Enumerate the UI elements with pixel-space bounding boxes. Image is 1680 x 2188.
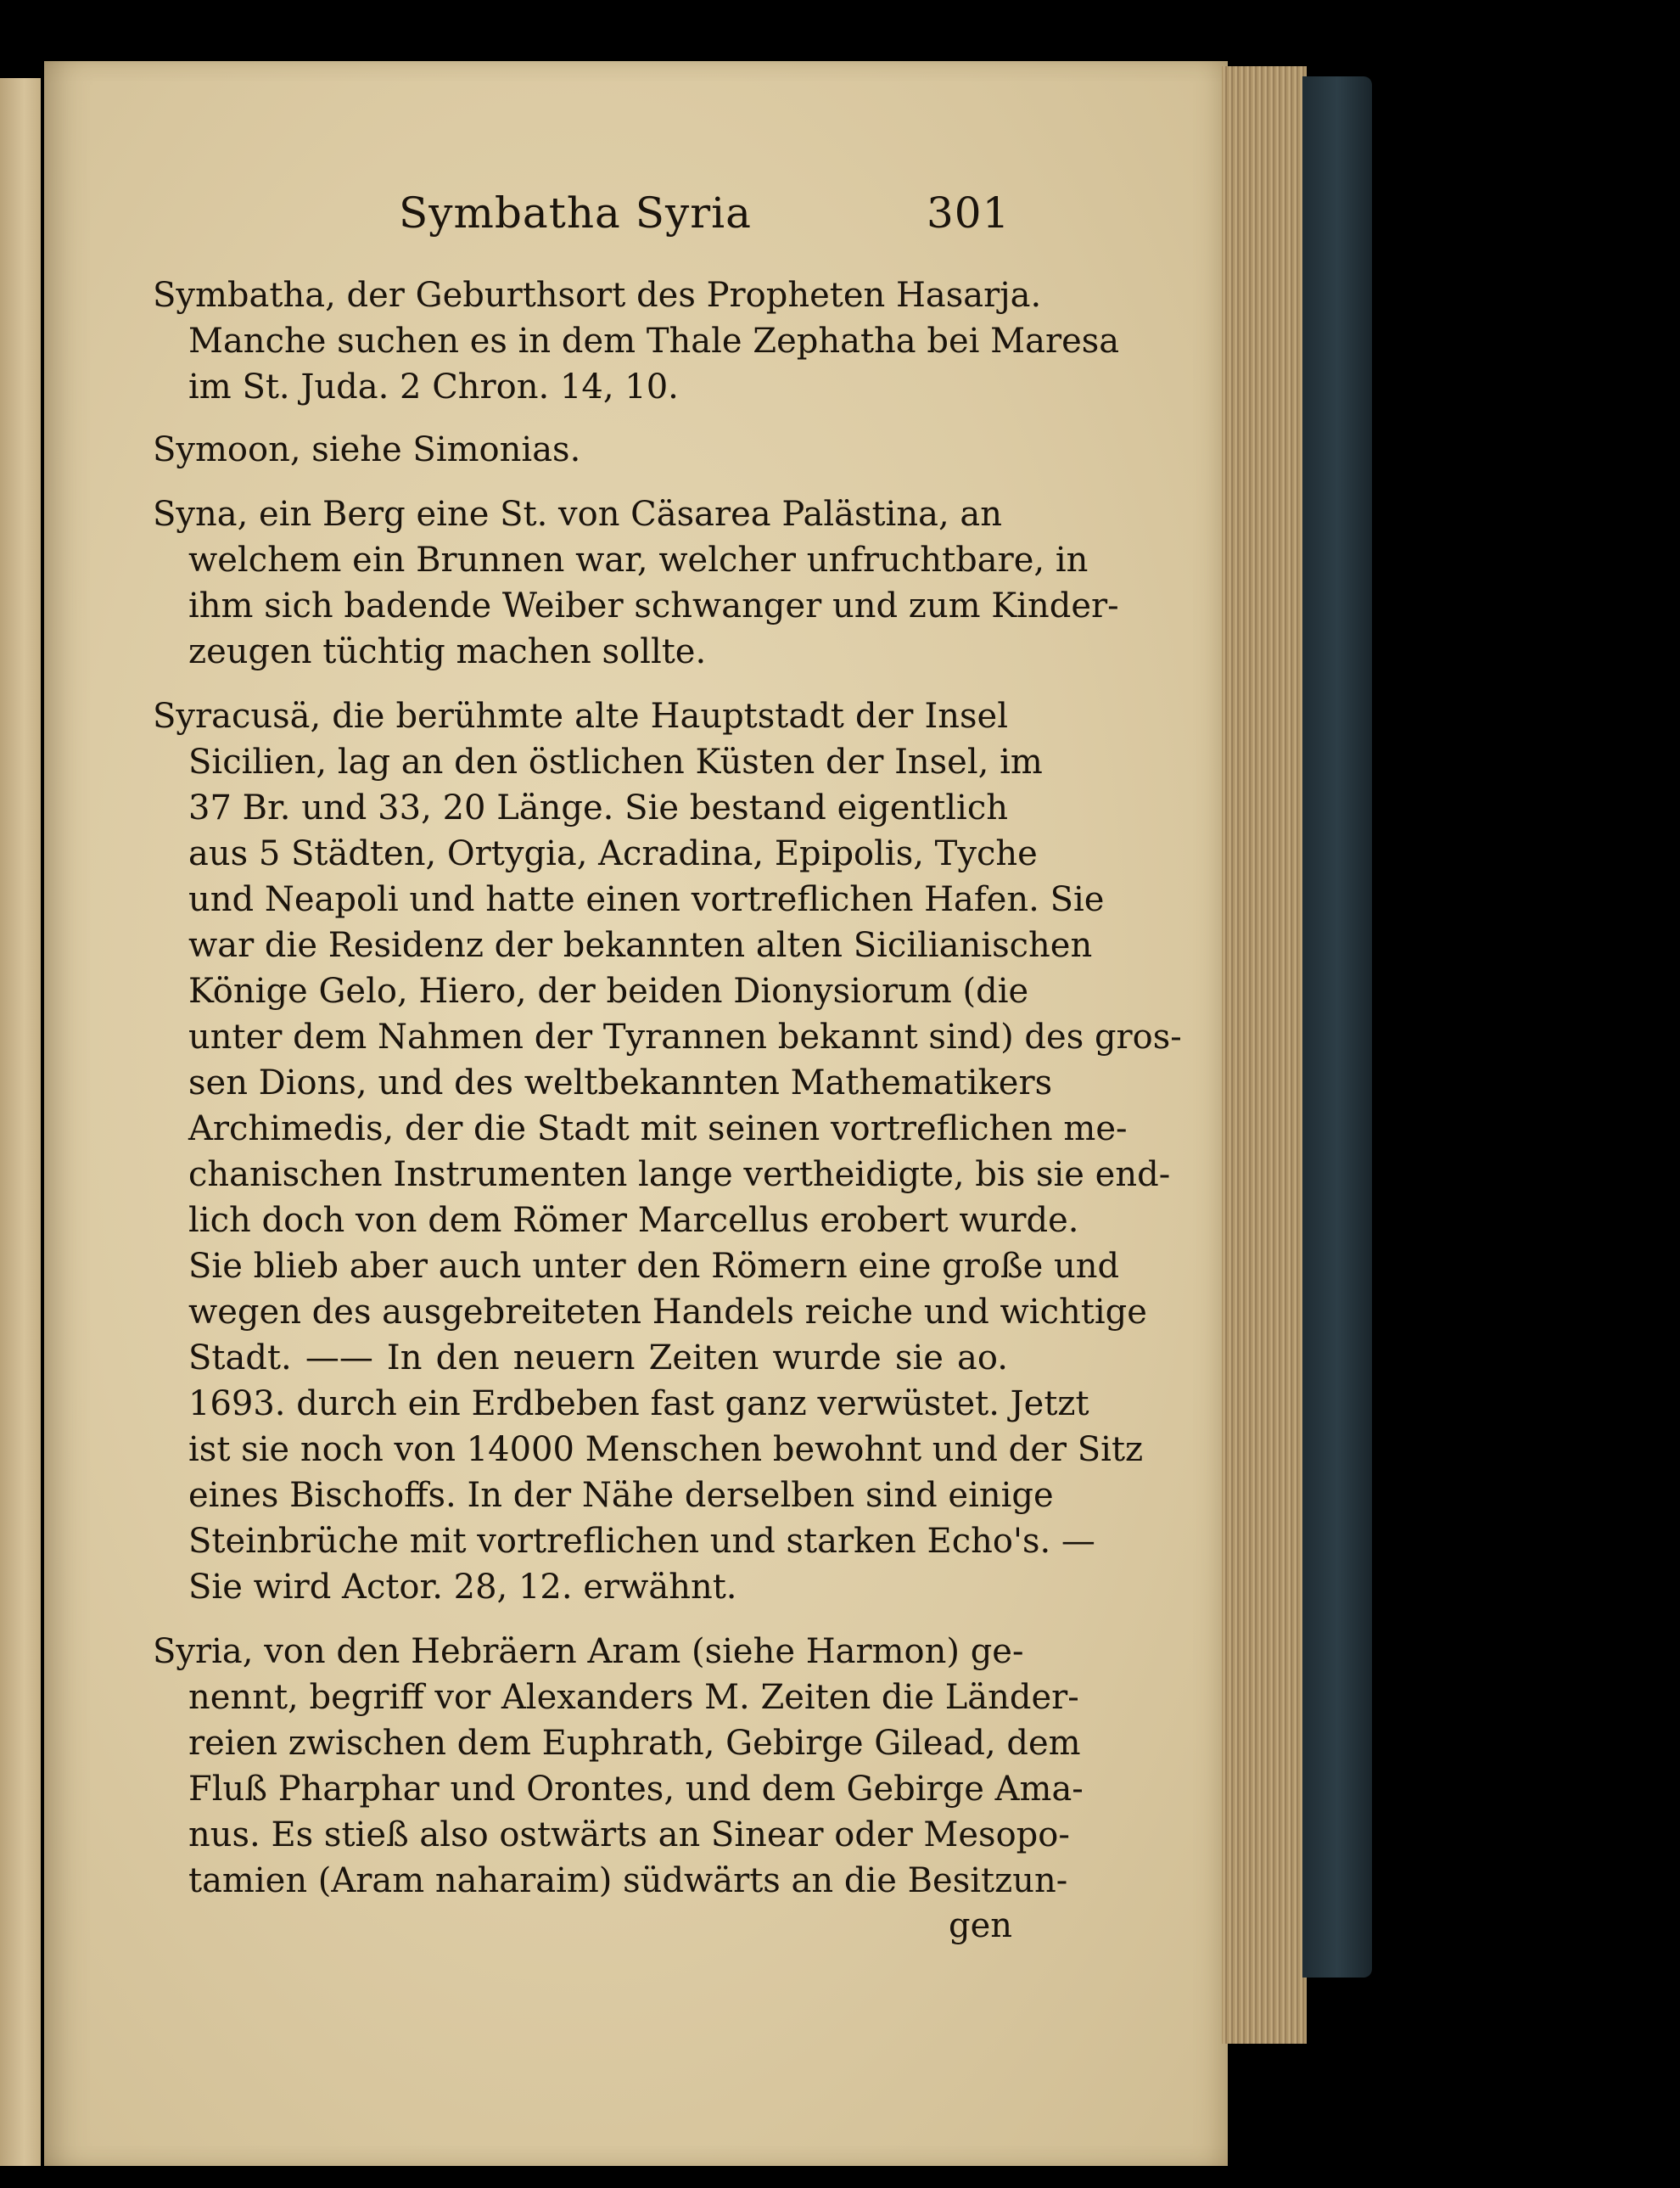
text-line: 1693. durch ein Erdbeben fast ganz verwüstet. Jetzt xyxy=(188,1384,1089,1423)
text-line: 37 Br. und 33, 20 Länge. Sie bestand eigentlich xyxy=(188,788,1008,828)
text-line: Syna, ein Berg eine St. von Cäsarea Palästina, an xyxy=(153,495,1002,534)
text-line: sen Dions, und des weltbekannten Mathematikers xyxy=(188,1063,1053,1102)
text-line: reien zwischen dem Euphrath, Gebirge Gilead, dem xyxy=(188,1724,1081,1763)
text-line: chanischen Instrumenten lange vertheidigte, bis sie end- xyxy=(188,1155,1171,1194)
text-line: lich doch von dem Römer Marcellus erobert wurde. xyxy=(188,1201,1079,1240)
text-line: Manche suchen es in dem Thale Zephatha bei Maresa xyxy=(188,322,1120,361)
text-line: Syria, von den Hebräern Aram (siehe Harmon) ge- xyxy=(153,1632,1024,1671)
text-line: unter dem Nahmen der Tyrannen bekannt sind) des gros- xyxy=(188,1018,1182,1057)
text-line: Syracusä, die berühmte alte Hauptstadt der Insel xyxy=(153,697,1008,736)
text-line: nus. Es stieß also ostwärts an Sinear oder Mesopo- xyxy=(188,1815,1070,1854)
text-line: zeugen tüchtig machen sollte. xyxy=(188,632,707,671)
running-header: Symbatha Syria xyxy=(399,188,752,238)
text-line: ihm sich badende Weiber schwanger und zum Kinder- xyxy=(188,586,1119,626)
text-line: eines Bischoffs. In der Nähe derselben sind einige xyxy=(188,1476,1054,1515)
text-line: Stadt. —— In den neuern Zeiten wurde sie ao. xyxy=(188,1338,1008,1377)
text-line: im St. Juda. 2 Chron. 14, 10. xyxy=(188,367,679,407)
text-line: welchem ein Brunnen war, welcher unfruchtbare, in xyxy=(188,541,1089,580)
page-number: 301 xyxy=(927,188,1011,238)
text-line: Könige Gelo, Hiero, der beiden Dionysiorum (die xyxy=(188,972,1029,1011)
text-line: aus 5 Städten, Ortygia, Acradina, Epipolis, Tyche xyxy=(188,834,1038,873)
text-line: Symoon, siehe Simonias. xyxy=(153,430,581,469)
text-line: Steinbrüche mit vortreflichen und starken Echo's. — xyxy=(188,1522,1095,1561)
text-line: Archimedis, der die Stadt mit seinen vortreflichen me- xyxy=(188,1109,1128,1148)
text-line: und Neapoli und hatte einen vortreflichen Hafen. Sie xyxy=(188,880,1105,919)
text-line: Sie blieb aber auch unter den Römern eine große und xyxy=(188,1247,1120,1286)
text-line: tamien (Aram naharaim) südwärts an die Besitzun- xyxy=(188,1861,1068,1900)
text-line: ist sie noch von 14000 Menschen bewohnt und der Sitz xyxy=(188,1430,1144,1469)
text-line: Fluß Pharphar und Orontes, und dem Gebirge Ama- xyxy=(188,1770,1084,1809)
text-line: Sie wird Actor. 28, 12. erwähnt. xyxy=(188,1568,737,1607)
text-line: war die Residenz der bekannten alten Sicilianischen xyxy=(188,926,1093,965)
catchword: gen xyxy=(949,1906,1013,1945)
text-line: wegen des ausgebreiteten Handels reiche und wichtige xyxy=(188,1293,1147,1332)
text-line: nennt, begriff vor Alexanders M. Zeiten die Länder- xyxy=(188,1678,1079,1717)
text-line: Sicilien, lag an den östlichen Küsten der Insel, im xyxy=(188,743,1043,782)
text-line: Symbatha, der Geburthsort des Propheten Hasarja. xyxy=(153,276,1042,315)
